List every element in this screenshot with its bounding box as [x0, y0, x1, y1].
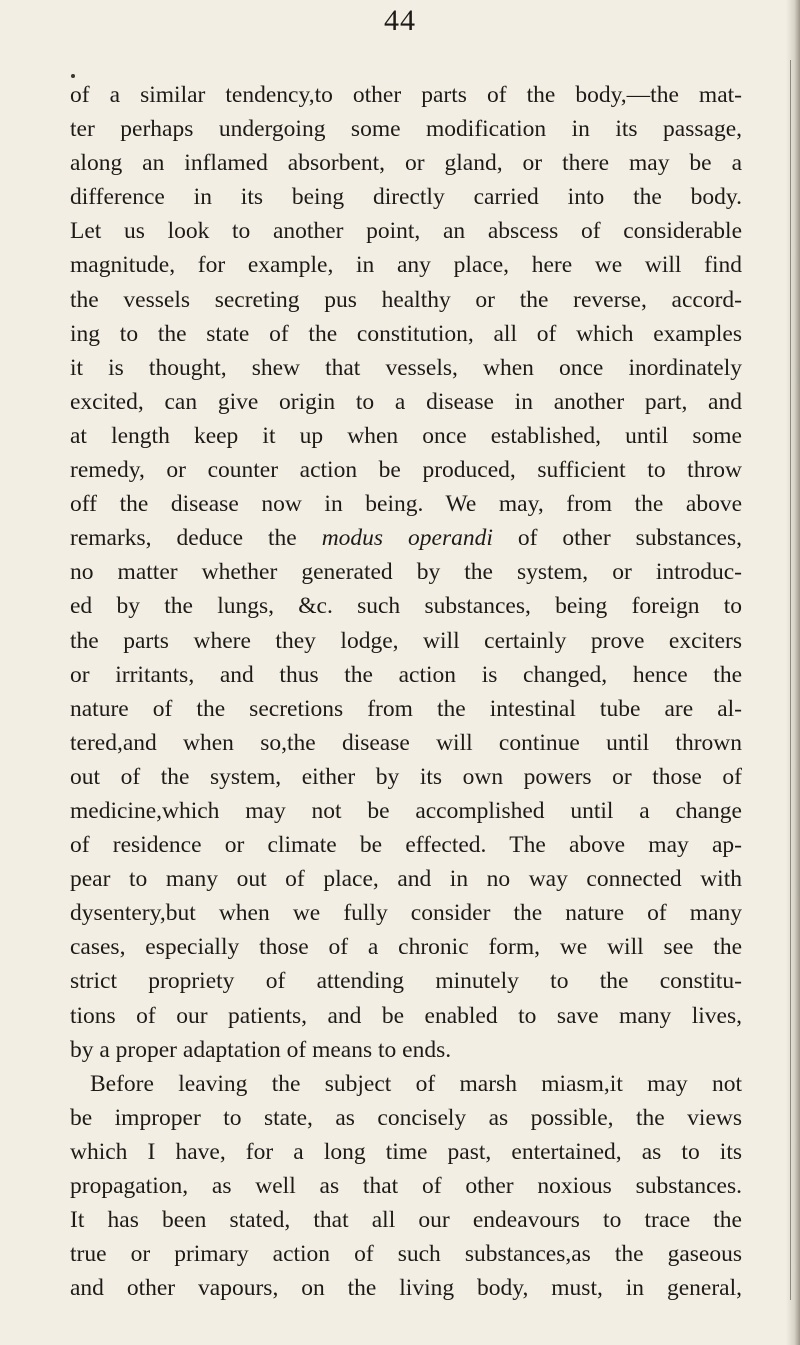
text-line: medicine,which may not be accomplished until a change: [70, 797, 742, 824]
page-number: 44: [384, 4, 416, 37]
text-line: cases, especially those of a chronic form, we will see the: [70, 934, 742, 961]
text-line: out of the system, either by its own powers or those of: [70, 763, 742, 790]
text-line: no matter whether generated by the system, or introduc-: [70, 559, 742, 586]
text-line: pear to many out of place, and in no way connected with: [70, 866, 742, 893]
text-line: true or primary action of such substances,as the gaseous: [70, 1241, 742, 1268]
text-line: remedy, or counter action be produced, sufficient to throw: [70, 457, 742, 484]
italic-phrase: modus operandi: [321, 525, 493, 552]
text-line: of a similar tendency,to other parts of the body,—the mat-: [70, 82, 742, 108]
text-line: off the disease now in being. We may, from the above: [70, 491, 742, 518]
text-line: or irritants, and thus the action is changed, hence the: [70, 661, 742, 688]
text-line: the vessels secreting pus healthy or the reverse, accord-: [70, 286, 742, 313]
text-line: Let us look to another point, an abscess of considerable: [70, 218, 742, 245]
text-line: tions of our patients, and be enabled to save many lives,: [70, 1002, 742, 1029]
text-line: It has been stated, that all our endeavours to trace the: [70, 1207, 742, 1234]
text-line: be improper to state, as concisely as possible, the views: [70, 1104, 742, 1131]
text-line: and other vapours, on the living body, must, in general,: [70, 1275, 742, 1302]
paragraph-end-line: by a proper adaptation of means to ends.: [70, 1036, 452, 1063]
text-line: it is thought, shew that vessels, when once inordinately: [70, 354, 742, 381]
page-edge-shadow: [786, 0, 800, 1345]
text-line: along an inflamed absorbent, or gland, or there may be a: [70, 150, 742, 177]
body-text: [70, 78, 742, 1305]
text-line: dysentery,but when we fully consider the nature of many: [70, 900, 742, 927]
text-line: strict propriety of attending minutely to the constitu-: [70, 968, 742, 995]
text-line: which I have, for a long time past, entertained, as to its: [70, 1138, 742, 1165]
text-line: remarks, deduce the modus operandi of other substances,: [70, 525, 742, 552]
text-line: propagation, as well as that of other noxious substances.: [70, 1173, 742, 1199]
text-line: excited, can give origin to a disease in another part, and: [70, 388, 742, 415]
text-line: the parts where they lodge, will certainly prove exciters: [70, 627, 742, 654]
page-edge-line: [790, 60, 791, 1300]
text-line: tered,and when so,the disease will continue until thrown: [70, 729, 742, 756]
text-line: magnitude, for example, in any place, here we will find: [70, 252, 742, 279]
text-line: difference in its being directly carried into the body.: [70, 184, 742, 211]
text-line: ing to the state of the constitution, all of which examples: [70, 320, 742, 347]
text-line: ter perhaps undergoing some modification in its passage,: [70, 116, 742, 143]
text-line: nature of the secretions from the intestinal tube are al-: [70, 695, 742, 722]
text-line: ed by the lungs, &c. such substances, being foreign to: [70, 593, 742, 620]
text-line: at length keep it up when once established, until some: [70, 422, 742, 449]
text-line: of residence or climate be effected. The above may ap-: [70, 832, 742, 859]
paragraph-start-line: Before leaving the subject of marsh miasm,it may not: [90, 1070, 742, 1097]
